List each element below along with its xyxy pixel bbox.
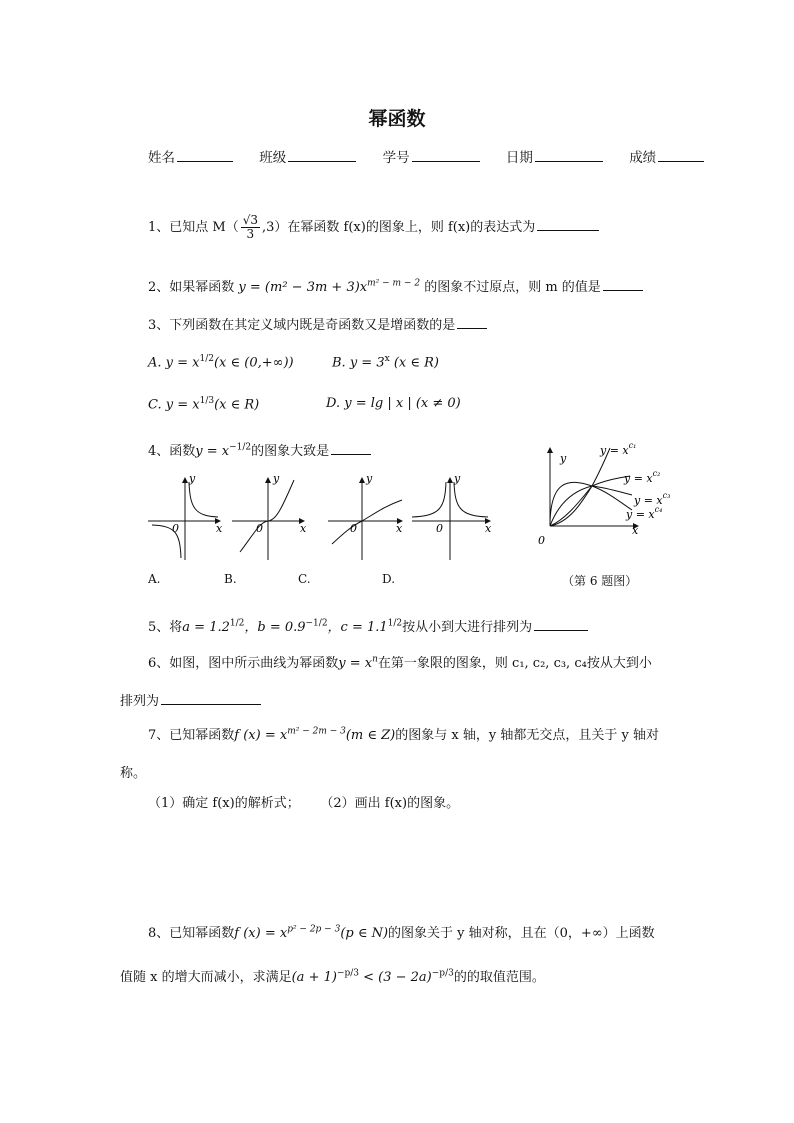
- q5-b-exp: −1/2: [305, 618, 328, 629]
- q8-suffix: 的图象关于 y 轴对称，且在（0，+∞）上函数: [388, 926, 655, 941]
- date-label: 日期: [505, 150, 533, 166]
- graph-a-label: A.: [148, 572, 161, 586]
- question-2: [148, 276, 643, 295]
- q5-suffix: 按从小到大进行排列为: [402, 620, 533, 635]
- q8-rhs-exp: −p/3: [431, 968, 454, 979]
- q5-answer-blank[interactable]: [534, 617, 588, 631]
- fig6-label-c4: [625, 505, 662, 521]
- graph-a-y-label: y: [189, 472, 196, 485]
- fig6-label-c3-text: y = x: [634, 494, 663, 507]
- q3-opt-c-tail: (x ∈ R): [214, 397, 260, 413]
- graph-d-origin: 0: [436, 522, 443, 535]
- fig6-y-label: y: [560, 452, 567, 465]
- question-8-line2: [120, 966, 545, 985]
- q7-prefix: 7、已知幂函数: [148, 728, 235, 743]
- q8-lhs-exp: −p/3: [336, 968, 359, 979]
- q1-answer-blank[interactable]: [537, 217, 599, 231]
- graph-c-origin: 0: [350, 522, 357, 535]
- q5-a-exp: 1/2: [229, 618, 245, 629]
- q7-exponent: m² − 2m − 3: [287, 726, 346, 737]
- graph-d[interactable]: [412, 472, 492, 560]
- q6-formula: y = x: [338, 656, 373, 671]
- graph-d-curve-right: [454, 482, 488, 517]
- graph-a-origin: 0: [172, 522, 179, 535]
- q2-prefix: 2、如果幂函数: [148, 280, 235, 295]
- q3-option-c: [148, 396, 259, 412]
- q1-fraction: [241, 214, 260, 241]
- q7-sub2: （2）画出 f(x)的图象。: [320, 796, 460, 811]
- fig6-label-c4-sub: c₄: [654, 505, 663, 514]
- q3-opt-b-tail: (x ∈ R): [393, 355, 439, 371]
- fig6-label-c1: [599, 441, 636, 457]
- q3-text: 3、下列函数在其定义域内既是奇函数又是增函数的是: [148, 318, 456, 333]
- q5-a: a = 1.2: [182, 620, 230, 635]
- q4-answer-blank[interactable]: [331, 441, 371, 455]
- graph-c[interactable]: [328, 472, 403, 560]
- graph-c-x-label: x: [396, 522, 403, 535]
- q1-frac-den: 3: [246, 227, 255, 241]
- question-6-line2: [120, 690, 261, 709]
- name-field[interactable]: [148, 146, 233, 166]
- fig6-caption: （第 6 题图）: [562, 574, 638, 588]
- q5-c: ，c = 1.1: [327, 620, 388, 635]
- q7-subquestions: [148, 792, 459, 811]
- q8-line2-suffix: 的的取值范围。: [453, 970, 545, 985]
- graph-a[interactable]: [148, 472, 223, 560]
- graph-b-y-label: y: [273, 472, 280, 485]
- question-5: [148, 616, 588, 635]
- q7-sub1: （1）确定 f(x)的解析式；: [148, 796, 300, 811]
- q4-formula: y = x: [195, 444, 230, 459]
- question-3: [148, 314, 487, 333]
- graph-c-label: C.: [298, 572, 311, 586]
- q4-exponent: −1/2: [229, 442, 252, 453]
- graph-a-curve-right: [189, 482, 218, 517]
- q3-option-a: [148, 354, 294, 370]
- q6-suffix: 在第一象限的图象，则 c₁, c₂, c₃, c₄按从大到小: [377, 656, 652, 671]
- q3-option-d: [326, 396, 461, 411]
- fig6-curve-c3: [550, 486, 632, 526]
- graph-a-x-label: x: [216, 522, 223, 535]
- fig6-origin: 0: [538, 534, 545, 547]
- name-label: 姓名: [148, 150, 175, 166]
- q8-exponent: p² − 2p − 3: [287, 924, 341, 935]
- number-label: 学号: [382, 150, 410, 166]
- q3-opt-c-text: C. y = x: [148, 397, 200, 413]
- fig6-label-c2: [623, 469, 660, 485]
- q3-opt-a-text: A. y = x: [148, 355, 200, 371]
- student-info-line: [148, 146, 704, 166]
- q8-mid: < (3 − 2a): [359, 970, 432, 985]
- fig6-label-c3: [633, 491, 670, 507]
- question-4: [148, 440, 371, 459]
- q7-tail: (m ∈ Z): [345, 728, 396, 743]
- q7-suffix: 的图象与 x 轴，y 轴都无交点，且关于 y 轴对: [395, 728, 659, 743]
- q3-opt-b-exp: x: [384, 354, 390, 364]
- question-8-line1: [148, 922, 655, 941]
- graph-d-curve-left: [412, 482, 446, 517]
- graph-b-curve: [240, 480, 294, 552]
- class-label: 班级: [259, 150, 287, 166]
- class-blank[interactable]: [288, 148, 356, 162]
- q7-formula: f (x) = x: [234, 728, 288, 743]
- graph-c-y-label: y: [366, 472, 373, 485]
- q8-tail: (p ∈ N): [340, 926, 389, 941]
- q8-prefix: 8、已知幂函数: [148, 926, 235, 941]
- number-blank[interactable]: [412, 148, 480, 162]
- date-blank[interactable]: [535, 148, 603, 162]
- q3-answer-blank[interactable]: [457, 315, 487, 329]
- q6-prefix: 6、如图，图中所示曲线为幂函数: [148, 656, 339, 671]
- fig6-curve-c2: [550, 476, 630, 526]
- fig6-label-c1-sub: c₁: [628, 441, 637, 450]
- graph-b-origin: 0: [256, 522, 263, 535]
- q8-formula: f (x) = x: [234, 926, 288, 941]
- page-title: 幂函数: [368, 108, 426, 130]
- graph-c-curve: [332, 500, 402, 544]
- question-6-line1: [148, 652, 652, 671]
- q2-answer-blank[interactable]: [603, 277, 643, 291]
- q4-graphs: [140, 470, 510, 565]
- q4-suffix: 的图象大致是: [251, 444, 330, 459]
- score-label: 成绩: [629, 150, 657, 166]
- score-blank[interactable]: [658, 148, 704, 162]
- name-blank[interactable]: [177, 148, 233, 162]
- q4-prefix: 4、函数: [148, 444, 196, 459]
- graph-b-x-label: x: [300, 522, 307, 535]
- fig6-label-c3-sub: c₃: [662, 491, 670, 500]
- fig6-label-c2-sub: c₂: [652, 469, 661, 478]
- q5-c-exp: 1/2: [387, 618, 403, 629]
- q8-line2-prefix: 值随 x 的增大而减小，求满足: [120, 970, 292, 985]
- number-field[interactable]: [383, 146, 480, 166]
- question-1: [148, 214, 599, 241]
- q6-answer-blank[interactable]: [161, 691, 261, 705]
- q2-formula: y = (m² − 3m + 3)x: [238, 280, 368, 295]
- q1-frac-num: √3: [242, 213, 258, 227]
- class-field[interactable]: [259, 146, 356, 166]
- q6-line2: 排列为: [120, 694, 160, 709]
- q3-opt-a-exp: 1/2: [199, 354, 214, 364]
- graph-d-y-label: y: [454, 472, 461, 485]
- fig6-label-c1-text: y = x: [600, 444, 629, 457]
- fig6-label-c2-text: y = x: [624, 472, 653, 485]
- figure-6: [520, 440, 670, 555]
- q5-prefix: 5、将: [148, 620, 183, 635]
- score-field[interactable]: [629, 146, 704, 166]
- q2-exponent: m² − m − 2: [367, 278, 421, 289]
- q8-lhs: (a + 1): [291, 970, 337, 985]
- q3-opt-d-text: D. y = lg | x | (x ≠ 0): [326, 396, 461, 411]
- graph-b-label: B.: [224, 572, 237, 586]
- q2-suffix: 的图象不过原点，则 m 的值是: [424, 280, 601, 295]
- question-7-line1: [148, 724, 659, 743]
- q3-opt-a-tail: (x ∈ (0,+∞)): [213, 355, 294, 371]
- q3-opt-b-text: B. y = 3: [332, 355, 385, 371]
- q1-prefix: 1、已知点 M（: [148, 220, 239, 235]
- q1-suffix: ,3）在幂函数 f(x)的图象上，则 f(x)的表达式为: [262, 220, 536, 235]
- q3-option-b: [332, 354, 439, 370]
- q6-exponent: n: [372, 654, 378, 665]
- graph-d-label: D.: [382, 572, 396, 586]
- graph-b[interactable]: [232, 472, 307, 560]
- q7-line2: 称。: [120, 766, 147, 781]
- fig6-label-c4-text: y = x: [626, 508, 655, 521]
- fig6-x-label: x: [632, 524, 639, 537]
- date-field[interactable]: [506, 146, 603, 166]
- q5-b: ，b = 0.9: [244, 620, 306, 635]
- q3-opt-c-exp: 1/3: [199, 396, 215, 406]
- graph-d-x-label: x: [485, 522, 492, 535]
